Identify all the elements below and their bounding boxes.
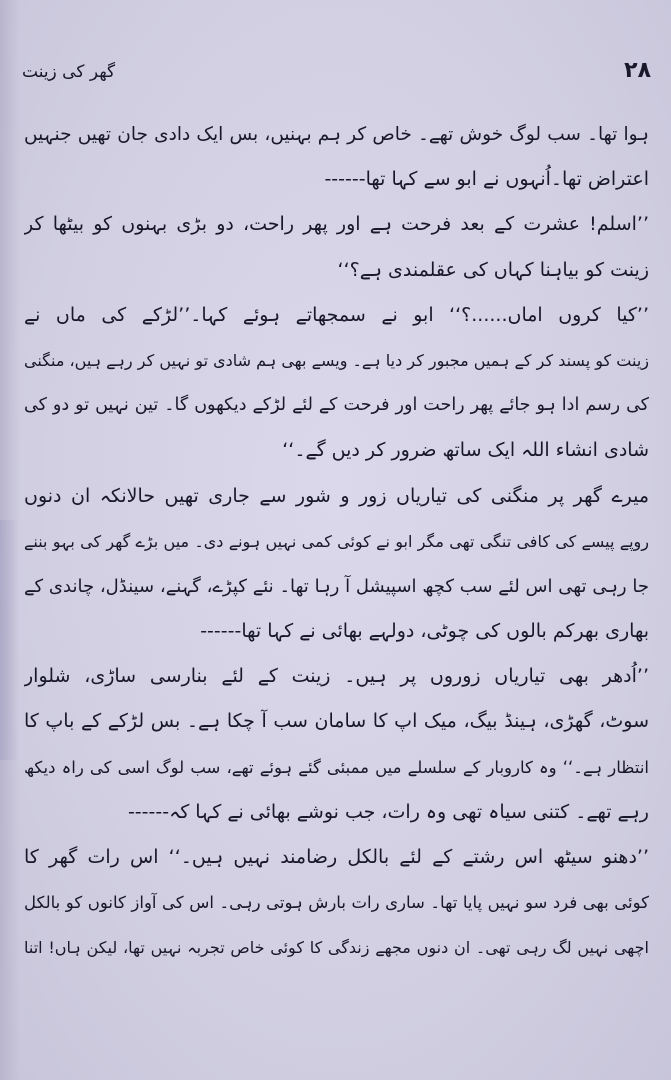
text-line: سوٹ، گھڑی، ہینڈ بیگ، میک اپ کا سامان سب آ چکا ہے۔ بس لڑکے کے باپ کا [24, 710, 649, 733]
text-line: بھاری بھرکم بالوں کی چوٹی، دولہے بھائی نے کہا تھا------ [200, 620, 649, 643]
running-title: گھر کی زینت [22, 62, 116, 82]
text-line: ’’اُدھر بھی تیاریاں زوروں پر ہیں۔ زینت کے لئے بنارسی ساڑی، شلوار [24, 665, 649, 688]
text-line: رہے تھے۔ کتنی سیاہ تھی وہ رات، جب نوشے بھائی نے کہا کہ------ [127, 800, 649, 823]
text-line: کوئی بھی فرد سو نہیں پایا تھا۔ ساری رات بارش ہوتی رہی۔ اس کی آواز کانوں کو بالکل [24, 893, 649, 913]
text-line: ہوا تھا۔ سب لوگ خوش تھے۔ خاص کر ہم بہنیں، بس ایک دادی جان تھیں جنہیں [24, 124, 649, 145]
page-header [22, 58, 651, 94]
text-line: ’’دھنو سیٹھ اس رشتے کے لئے بالکل رضامند نہیں ہیں۔‘‘ اس رات گھر کا [24, 846, 649, 868]
text-line: زینت کو بیاہنا کہاں کی عقلمندی ہے؟‘‘ [337, 258, 649, 281]
text-line: ’’اسلم! عشرت کے بعد فرحت ہے اور پھر راحت، دو بڑی بہنوں کو بیٹھا کر [24, 213, 649, 236]
text-line: میرے گھر پر منگنی کی تیاریاں زور و شور سے جاری تھیں حالانکہ ان دنوں [24, 484, 649, 507]
text-line: اعتراض تھا۔اُنہوں نے ابو سے کہا تھا------ [324, 168, 649, 191]
text-line: روپے پیسے کی کافی تنگی تھی مگر ابو نے کوئی کمی نہیں ہونے دی۔ میں بڑے گھر کی بہو بننے [24, 531, 649, 551]
text-line: اچھی نہیں لگ رہی تھی۔ ان دنوں مجھے زندگی کا کوئی خاص تجربہ نہیں تھا، لیکن ہاں! اتنا [24, 938, 649, 958]
text-line: انتظار ہے۔‘‘ وہ کاروبار کے سلسلے میں ممبئی گئے ہوئے تھے، سب لوگ اسی کی راہ دیکھ [24, 757, 649, 777]
text-line: شادی انشاء اللہ ایک ساتھ ضرور کر دیں گے۔‘‘ [282, 439, 649, 462]
page-number: ۲۸ [624, 58, 651, 83]
text-line: جا رہی تھی اس لئے سب کچھ اسپیشل آ رہا تھا۔ نئے کپڑے، گہنے، سینڈل، چاندی کے [24, 575, 649, 597]
text-line: کی رسم ادا ہو جائے پھر راحت اور فرحت کے لئے لڑکے دیکھوں گا۔ تین نہیں تو دو کی [24, 395, 649, 416]
margin-stain [0, 520, 18, 760]
body-text [24, 112, 649, 971]
text-line: ’’کیا کروں اماں......؟‘‘ ابو نے سمجھاتے ہوئے کہا۔’’لڑکے کی ماں نے [24, 303, 649, 326]
text-line: زینت کو پسند کر کے ہمیں مجبور کر دیا ہے۔ ویسے بھی ہم شادی تو نہیں کر رہے ہیں، منگنی [24, 350, 649, 370]
